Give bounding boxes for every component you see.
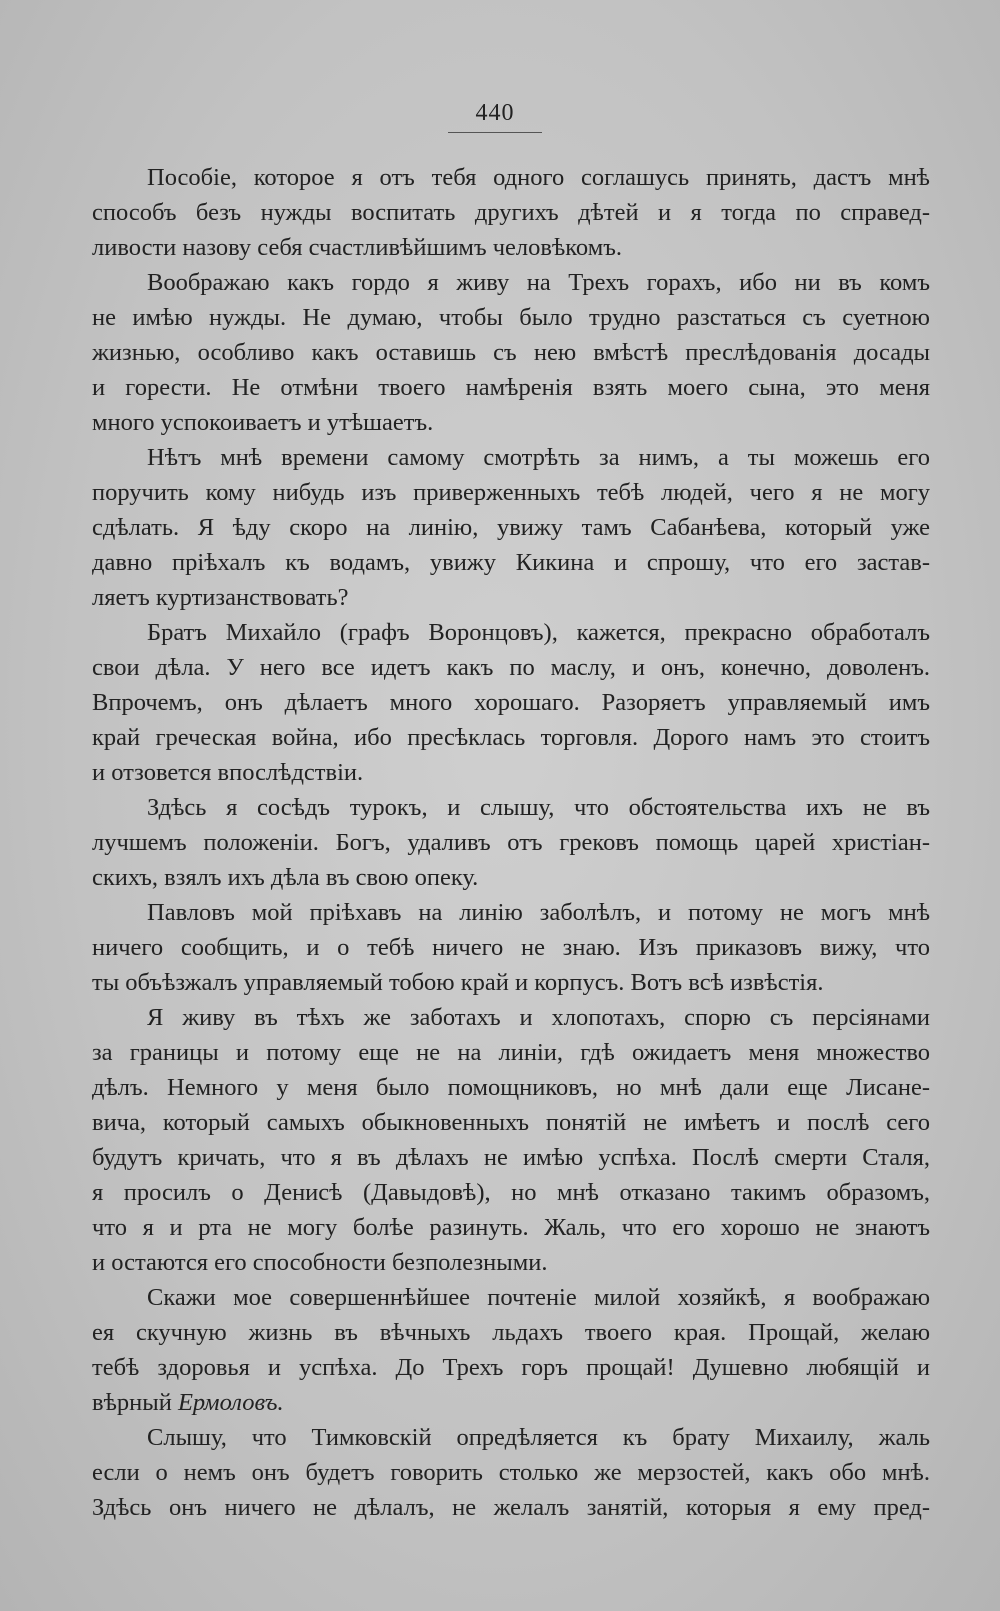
paragraph — [92, 160, 930, 265]
page-number: 440 — [475, 100, 515, 126]
text-line: ничего сообщить, и о тебѣ ничего не знаю. Изъ приказовъ вижу, что — [92, 934, 930, 961]
text-line: дѣлъ. Немного у меня было помощниковъ, но мнѣ дали еще Лисане- — [92, 1074, 930, 1101]
text-line: ливости назову себя счастливѣйшимъ человѣкомъ. — [92, 234, 623, 261]
text-line: Нѣтъ мнѣ времени самому смотрѣть за нимъ, а ты можешь его — [147, 444, 930, 471]
paragraph — [92, 790, 930, 895]
text-line: Слышу, что Тимковскій опредѣляется къ брату Михаилу, жаль — [147, 1424, 930, 1451]
text-line: Пособіе, которое я отъ тебя одного соглашусь принять, дастъ мнѣ — [147, 164, 930, 191]
text-line: сдѣлать. Я ѣду скоро на линію, увижу тамъ Сабанѣева, который уже — [92, 514, 930, 541]
signature-prefix: вѣрный — [92, 1389, 178, 1416]
text-line: лучшемъ положеніи. Богъ, удаливъ отъ грековъ помощь царей христіан- — [92, 829, 930, 856]
text-line: Впрочемъ, онъ дѣлаетъ много хорошаго. Разоряетъ управляемый имъ — [92, 689, 930, 716]
paragraph — [92, 1280, 930, 1420]
text-line: скихъ, взялъ ихъ дѣла въ свою опеку. — [92, 864, 479, 891]
text-line: за границы и потому еще не на линіи, гдѣ ожидаетъ меня множество — [92, 1039, 930, 1066]
paragraph — [92, 615, 930, 790]
text-line: если о немъ онъ будетъ говорить столько же мерзостей, какъ обо мнѣ. — [92, 1459, 930, 1486]
text-line: Я живу въ тѣхъ же заботахъ и хлопотахъ, спорю съ персіянами — [147, 1004, 930, 1031]
text-line: ея скучную жизнь въ вѣчныхъ льдахъ твоего края. Прощай, желаю — [92, 1319, 930, 1346]
body-text — [92, 160, 930, 1525]
text-line: Воображаю какъ гордо я живу на Трехъ горахъ, ибо ни въ комъ — [147, 269, 930, 296]
text-line: давно пріѣхалъ къ водамъ, увижу Кикина и спрошу, что его застав- — [92, 549, 930, 576]
text-line: край греческая война, ибо пресѣклась торговля. Дорого намъ это стоитъ — [92, 724, 930, 751]
text-line: Скажи мое совершеннѣйшее почтеніе милой хозяйкѣ, я воображаю — [147, 1284, 930, 1311]
text-line: и отзовется впослѣдствіи. — [92, 759, 364, 786]
paragraph — [92, 895, 930, 1000]
text-line: Братъ Михайло (графъ Воронцовъ), кажется, прекрасно обработалъ — [147, 619, 930, 646]
text-line: поручить кому нибудь изъ приверженныхъ тебѣ людей, чего я не могу — [92, 479, 930, 506]
text-line: будутъ кричать, что я въ дѣлахъ не имѣю успѣха. Послѣ смерти Сталя, — [92, 1144, 930, 1171]
text-line: жизнью, особливо какъ оставишь съ нею вмѣстѣ преслѣдованія досады — [92, 339, 930, 366]
text-line: ты объѣзжалъ управляемый тобою край и корпусъ. Вотъ всѣ извѣстія. — [92, 969, 824, 996]
text-line: способъ безъ нужды воспитать другихъ дѣтей и я тогда по справед- — [92, 199, 930, 226]
text-line: ляетъ куртизанствовать? — [92, 584, 349, 611]
text-line: что я и рта не могу болѣе разинуть. Жаль, что его хорошо не знаютъ — [92, 1214, 930, 1241]
text-line: Здѣсь я сосѣдъ турокъ, и слышу, что обстоятельства ихъ не въ — [147, 794, 930, 821]
text-line: свои дѣла. У него все идетъ какъ по маслу, и онъ, конечно, доволенъ. — [92, 654, 930, 681]
paragraph — [92, 265, 930, 440]
signature: Ермоловъ. — [177, 1389, 284, 1416]
header-rule — [448, 132, 542, 133]
text-line: и горести. Не отмѣни твоего намѣренія взять моего сына, это меня — [92, 374, 930, 401]
text-line: не имѣю нужды. Не думаю, чтобы было трудно разстаться съ суетною — [92, 304, 930, 331]
paragraph — [92, 1420, 930, 1525]
text-line: и остаются его способности безполезными. — [92, 1249, 548, 1276]
text-line: Павловъ мой пріѣхавъ на линію заболѣлъ, и потому не могъ мнѣ — [147, 899, 930, 926]
text-line: много успокоиваетъ и утѣшаетъ. — [92, 409, 434, 436]
text-line: Здѣсь онъ ничего не дѣлалъ, не желалъ занятій, которыя я ему пред- — [92, 1494, 930, 1521]
text-line: я просилъ о Денисѣ (Давыдовѣ), но мнѣ отказано такимъ образомъ, — [92, 1179, 930, 1206]
text-line: тебѣ здоровья и успѣха. До Трехъ горъ прощай! Душевно любящій и — [92, 1354, 930, 1381]
text-line: вича, который самыхъ обыкновенныхъ понятій не имѣетъ и послѣ сего — [92, 1109, 930, 1136]
paragraph — [92, 1000, 930, 1280]
signature-line — [92, 1385, 930, 1420]
paragraph — [92, 440, 930, 615]
